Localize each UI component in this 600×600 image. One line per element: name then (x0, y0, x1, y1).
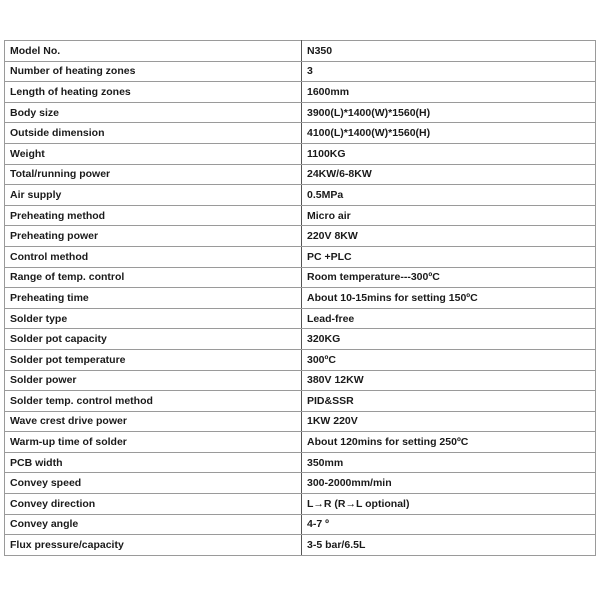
spec-row (5, 514, 596, 535)
spec-table-body (5, 41, 596, 556)
spec-value: 1KW 220V (302, 411, 596, 432)
spec-row (5, 61, 596, 82)
spec-parameter: Preheating method (5, 205, 302, 226)
spec-parameter: Length of heating zones (5, 82, 302, 103)
spec-row (5, 164, 596, 185)
spec-parameter: Air supply (5, 185, 302, 206)
spec-parameter: Convey direction (5, 494, 302, 515)
spec-row (5, 226, 596, 247)
spec-value: PID&SSR (302, 391, 596, 412)
spec-value: 300-2000mm/min (302, 473, 596, 494)
spec-parameter: Preheating power (5, 226, 302, 247)
spec-row (5, 82, 596, 103)
spec-parameter: Solder type (5, 308, 302, 329)
spec-parameter: Flux pressure/capacity (5, 535, 302, 556)
spec-parameter: Solder pot temperature (5, 349, 302, 370)
spec-row (5, 185, 596, 206)
spec-row (5, 246, 596, 267)
spec-value: Lead-free (302, 308, 596, 329)
spec-value: 3-5 bar/6.5L (302, 535, 596, 556)
spec-parameter: Convey angle (5, 514, 302, 535)
spec-value: About 10-15mins for setting 150ºC (302, 288, 596, 309)
spec-row (5, 41, 596, 62)
spec-parameter: Outside dimension (5, 123, 302, 144)
spec-parameter: Model No. (5, 41, 302, 62)
spec-value: 300ºC (302, 349, 596, 370)
spec-parameter: Warm-up time of solder (5, 432, 302, 453)
spec-row (5, 452, 596, 473)
spec-value: Micro air (302, 205, 596, 226)
spec-value: 350mm (302, 452, 596, 473)
spec-parameter: Control method (5, 246, 302, 267)
spec-row (5, 288, 596, 309)
spec-value: 320KG (302, 329, 596, 350)
spec-row (5, 267, 596, 288)
spec-value: 0.5MPa (302, 185, 596, 206)
spec-value: 24KW/6-8KW (302, 164, 596, 185)
spec-value: 3900(L)*1400(W)*1560(H) (302, 102, 596, 123)
spec-table (4, 40, 596, 556)
spec-row (5, 349, 596, 370)
spec-value: About 120mins for setting 250ºC (302, 432, 596, 453)
spec-row (5, 329, 596, 350)
spec-parameter: Total/running power (5, 164, 302, 185)
spec-value: 4100(L)*1400(W)*1560(H) (302, 123, 596, 144)
spec-parameter: Convey speed (5, 473, 302, 494)
spec-row (5, 494, 596, 515)
spec-value: L→R (R→L optional) (302, 494, 596, 515)
spec-value: 3 (302, 61, 596, 82)
spec-value: 380V 12KW (302, 370, 596, 391)
spec-value: N350 (302, 41, 596, 62)
spec-parameter: Body size (5, 102, 302, 123)
spec-value: 1600mm (302, 82, 596, 103)
spec-row (5, 473, 596, 494)
spec-value: Room temperature---300ºC (302, 267, 596, 288)
spec-value: 220V 8KW (302, 226, 596, 247)
spec-parameter: Solder temp. control method (5, 391, 302, 412)
spec-value: PC +PLC (302, 246, 596, 267)
spec-parameter: Wave crest drive power (5, 411, 302, 432)
spec-value: 1100KG (302, 143, 596, 164)
spec-parameter: Solder pot capacity (5, 329, 302, 350)
spec-parameter: Solder power (5, 370, 302, 391)
spec-row (5, 205, 596, 226)
spec-row (5, 411, 596, 432)
spec-row (5, 123, 596, 144)
spec-row (5, 370, 596, 391)
spec-parameter: PCB width (5, 452, 302, 473)
spec-parameter: Weight (5, 143, 302, 164)
spec-row (5, 143, 596, 164)
spec-parameter: Range of temp. control (5, 267, 302, 288)
spec-row (5, 391, 596, 412)
spec-row (5, 535, 596, 556)
spec-parameter: Number of heating zones (5, 61, 302, 82)
spec-row (5, 308, 596, 329)
spec-parameter: Preheating time (5, 288, 302, 309)
spec-row (5, 432, 596, 453)
spec-value: 4-7 º (302, 514, 596, 535)
spec-row (5, 102, 596, 123)
